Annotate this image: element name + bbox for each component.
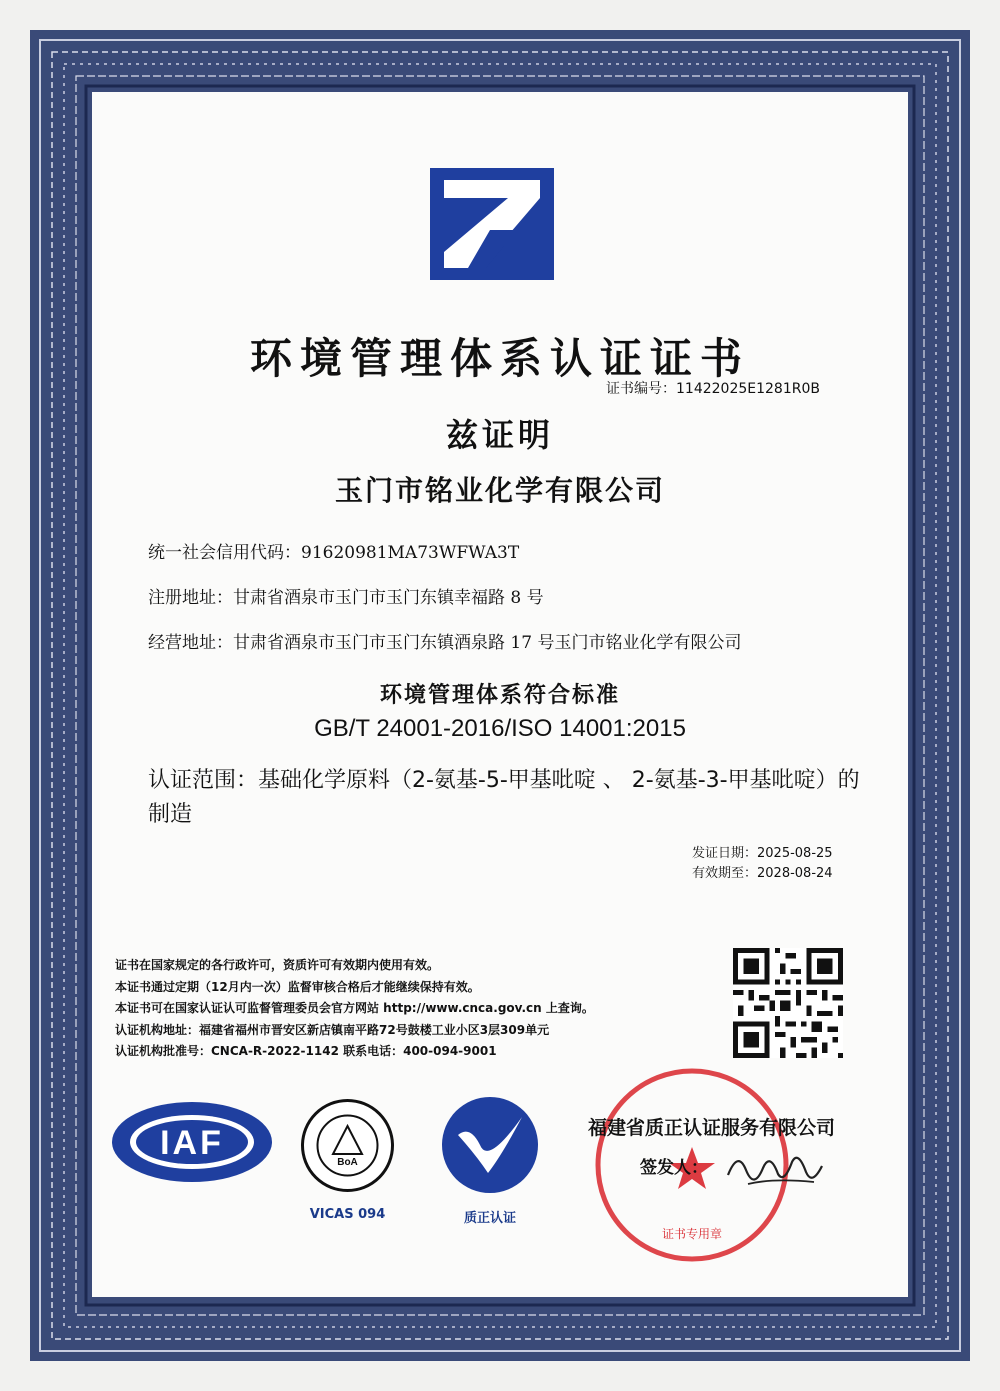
standard-title: 环境管理体系符合标准 (379, 683, 620, 708)
certificate-number: 证书编号：11422025E1281R0B (606, 381, 820, 397)
seal-label: 证书专用章 (661, 1227, 722, 1241)
handwritten-signature (718, 1140, 828, 1200)
zhizheng-cert-logo (440, 1095, 540, 1195)
note-line: 认证机构地址：福建省福州市晋安区新店镇南平路72号鼓楼工业小区3层309单元 (115, 1022, 550, 1037)
registered-address: 注册地址：甘肃省酒泉市玉门市玉门东镇幸福路 8 号 (148, 588, 544, 608)
signer-label: 签发人： (640, 1158, 708, 1178)
zhizheng-logo (430, 168, 554, 280)
hereby-certify: 兹证明 (445, 416, 554, 454)
standard-code: GB/T 24001-2016/ISO 14001:2015 (314, 715, 686, 742)
business-address: 经营地址：甘肃省酒泉市玉门市玉门东镇酒泉路 17 号玉门市铭业化学有限公司 (148, 633, 742, 653)
vicas-label: VICAS 094 (309, 1207, 386, 1222)
expiry-date: 有效期至：2028-08-24 (692, 866, 833, 881)
credit-code: 统一社会信用代码：91620981MA73WFWA3T (148, 543, 520, 563)
note-line: 认证机构批准号：CNCA-R-2022-1142 联系电话：400-094-9001 (115, 1044, 497, 1058)
qr-code[interactable] (733, 948, 843, 1058)
boa-logo (300, 1098, 395, 1193)
certificate-title: 环境管理体系认证证书 (249, 334, 750, 383)
svg-text:IAF: IAF (160, 1124, 224, 1162)
iaf-logo (110, 1100, 275, 1185)
issuer-name: 福建省质正认证服务有限公司 (588, 1117, 836, 1139)
company-name: 玉门市铭业化学有限公司 (334, 474, 665, 507)
certificate-notes (115, 955, 715, 1063)
svg-text:BoA: BoA (337, 1157, 358, 1168)
zhizheng-cert-label: 质正认证 (463, 1211, 516, 1226)
issue-date: 发证日期：2025-08-25 (692, 846, 833, 861)
note-line: 证书在国家规定的各行政许可，资质许可有效期内使用有效。 (115, 958, 440, 972)
note-line: 本证书可在国家认证认可监督管理委员会官方网站 http://www.cnca.gov.cn 上查询。 (115, 1001, 594, 1015)
note-line: 本证书通过定期（12月内一次）监督审核合格后才能继续保持有效。 (115, 979, 480, 994)
certification-scope: 认证范围：基础化学原料（2-氨基-5-甲基吡啶 、 2-氨基-3-甲基吡啶）的制造 (148, 768, 860, 827)
